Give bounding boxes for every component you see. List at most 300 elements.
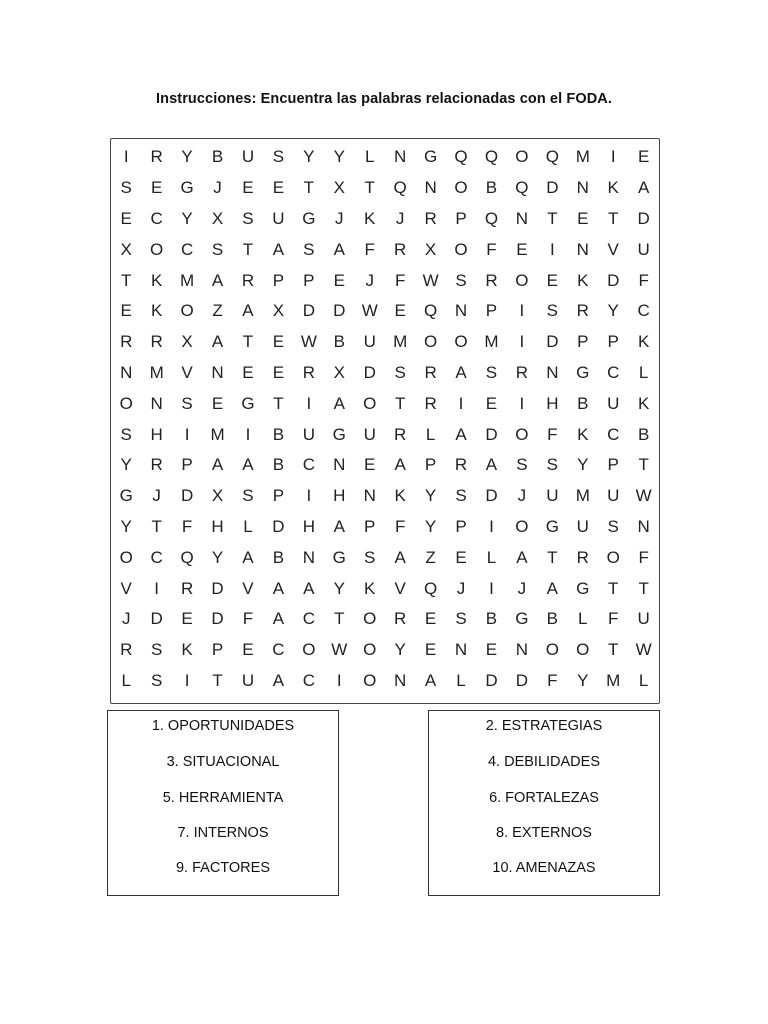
grid-letter: C [302,455,315,475]
grid-letter: J [121,609,131,629]
grid-letter: J [213,178,222,198]
grid-letter: X [333,362,345,382]
grid-letter: X [120,239,132,259]
grid-letter: E [455,547,467,567]
grid-letter: Q [423,578,438,598]
grid-letter: J [395,208,405,228]
grid-letter: C [302,670,315,690]
grid-letter: P [455,208,467,228]
grid-letter: N [211,362,224,382]
word-list-item: 5. HERRAMIENTA [162,790,284,806]
grid-letter: I [489,578,494,598]
grid-letter: R [120,332,133,352]
grid-letter: O [363,609,377,629]
grid-letter: O [576,640,590,660]
grid-letter: G [576,362,590,382]
word-list-item: 6. FORTALEZAS [489,790,599,806]
grid-letter: F [364,239,375,259]
grid-letter: R [424,362,437,382]
grid-letter: S [272,147,285,167]
grid-letter: B [637,424,650,444]
word-list-item: 10. AMENAZAS [492,860,596,876]
grid-letter: B [485,609,498,629]
grid-letter: T [638,455,649,475]
grid-letter: T [151,516,162,536]
grid-letter: A [333,516,345,536]
grid-letter: J [335,208,344,228]
grid-letter: B [333,332,345,352]
grid-letter: U [607,393,620,413]
grid-letter: X [424,239,437,259]
grid-letter: G [545,516,559,536]
grid-letter: E [424,640,437,660]
grid-letter: K [577,424,589,444]
grid-letter: P [272,270,285,290]
grid-letter: Y [333,147,345,167]
grid-letter: S [242,486,254,506]
grid-letter: H [211,516,224,536]
grid-letter: K [150,301,163,321]
grid-letter: D [607,270,620,290]
grid-letter: S [120,424,132,444]
grid-letter: L [638,670,649,690]
grid-letter: Y [607,301,619,321]
grid-letter: D [485,486,498,506]
grid-letter: K [577,270,589,290]
grid-letter: M [484,332,499,352]
grid-letter: O [363,670,377,690]
grid-letter: B [546,609,559,629]
grid-letter: A [242,301,254,321]
grid-letter: F [547,670,558,690]
grid-letter: E [150,178,163,198]
grid-letter: G [180,178,194,198]
grid-letter: A [211,332,224,352]
grid-letter: C [607,362,620,382]
grid-letter: C [180,239,194,259]
grid-letter: T [273,393,284,413]
grid-letter: Q [180,547,194,567]
grid-letter: F [242,609,254,629]
grid-letter: P [181,455,193,475]
grid-letter: U [607,486,620,506]
grid-letter: B [272,424,285,444]
grid-letter: X [272,301,285,321]
grid-letter: S [455,270,467,290]
grid-letter: A [272,578,285,598]
grid-letter: W [422,270,439,290]
grid-letter: M [180,270,195,290]
grid-letter: L [364,147,375,167]
grid-letter: O [423,332,438,352]
grid-letter: Z [212,301,223,321]
grid-letter: V [242,578,254,598]
grid-letter: G [332,547,346,567]
grid-letter: I [519,301,525,321]
grid-letter: I [610,147,616,167]
grid-letter: F [486,239,497,259]
grid-letter: T [242,332,254,352]
grid-letter: I [245,424,251,444]
grid-letter: L [243,516,253,536]
grid-letter: T [608,208,619,228]
grid-letter: Y [424,516,437,536]
grid-letter: N [454,301,468,321]
grid-letter: K [150,270,163,290]
grid-letter: S [485,362,498,382]
grid-letter: A [242,455,254,475]
grid-letter: A [333,239,345,259]
grid-letter: N [576,239,589,259]
grid-letter: N [546,362,559,382]
grid-letter: N [394,670,407,690]
grid-letter: M [575,486,590,506]
grid-letter: D [180,486,194,506]
word-list-item: 7. INTERNOS [177,825,269,841]
grid-letter: Q [484,208,499,228]
grid-letter: S [455,609,467,629]
grid-letter: P [211,640,224,660]
grid-letter: D [272,516,285,536]
grid-letter: O [545,640,559,660]
grid-letter: K [364,208,376,228]
grid-letter: I [519,332,525,352]
grid-letter: I [306,486,312,506]
grid-letter: Y [577,670,589,690]
grid-letter: K [637,393,650,413]
word-list-item: 3. SITUACIONAL [166,754,280,770]
grid-letter: I [549,239,555,259]
grid-letter: O [119,393,133,413]
grid-letter: O [515,270,529,290]
grid-letter: D [637,208,650,228]
grid-letter: R [485,270,498,290]
grid-letter: E [120,208,132,228]
grid-letter: N [394,147,407,167]
grid-letter: L [425,424,436,444]
grid-letter: C [637,301,650,321]
grid-letter: S [516,455,528,475]
grid-letter: G [302,208,316,228]
grid-letter: O [363,393,377,413]
grid-letter: E [546,270,559,290]
grid-letter: H [150,424,163,444]
grid-letter: O [180,301,194,321]
grid-letter: Q [545,147,559,167]
grid-letter: F [394,270,406,290]
grid-letter: N [515,208,529,228]
grid-letter: X [211,486,224,506]
grid-letter: S [120,178,132,198]
grid-letter: I [489,516,494,536]
grid-letter: O [150,239,164,259]
grid-letter: N [424,178,437,198]
grid-letter: P [577,332,589,352]
grid-letter: A [424,670,437,690]
grid-letter: N [363,486,376,506]
grid-letter: P [424,455,437,475]
grid-letter: T [121,270,132,290]
grid-letter: I [336,670,342,690]
grid-letter: A [455,424,467,444]
grid-letter: B [577,393,589,413]
grid-letter: W [635,640,652,660]
grid-letter: P [364,516,376,536]
grid-letter: N [637,516,650,536]
grid-letter: U [363,332,376,352]
grid-letter: M [393,332,408,352]
grid-letter: R [241,270,255,290]
grid-letter: S [394,362,406,382]
grid-letter: F [608,609,619,629]
grid-letter: A [242,547,254,567]
grid-letter: D [333,301,346,321]
grid-letter: C [607,424,620,444]
grid-letter: W [331,640,348,660]
grid-letter: Q [393,178,407,198]
grid-letter: D [150,609,163,629]
grid-letter: N [302,547,315,567]
grid-letter: T [364,178,375,198]
grid-letter: O [606,547,620,567]
grid-letter: Z [425,547,436,567]
grid-letter: K [637,332,650,352]
grid-letter: G [241,393,255,413]
word-list-right [428,710,660,896]
grid-letter: W [300,332,317,352]
grid-letter: O [119,547,133,567]
grid-letter: Y [394,640,406,660]
grid-letter: Y [181,147,193,167]
grid-letter: T [303,178,315,198]
grid-letter: Y [303,147,315,167]
grid-letter: K [181,640,193,660]
grid-letter: R [576,547,589,567]
grid-letter: O [515,424,529,444]
grid-letter: N [120,362,133,382]
grid-letter: L [578,609,588,629]
grid-letter: A [637,178,650,198]
grid-letter: U [302,424,315,444]
grid-letter: A [272,670,285,690]
word-search-grid [111,142,659,696]
grid-letter: T [547,208,558,228]
grid-letter: H [302,516,315,536]
grid-letter: Y [181,208,193,228]
grid-letter: F [638,270,649,290]
grid-letter: R [576,301,589,321]
grid-letter: X [333,178,345,198]
grid-letter: B [272,455,285,475]
word-list-left [107,710,339,896]
word-list-item: 2. ESTRATEGIAS [485,718,603,734]
grid-letter: I [306,393,312,413]
grid-letter: R [302,362,315,382]
grid-letter: S [546,455,559,475]
grid-letter: H [333,486,346,506]
grid-letter: U [272,208,285,228]
grid-letter: N [515,640,529,660]
grid-letter: E [333,270,345,290]
grid-letter: Q [454,147,468,167]
grid-letter: K [394,486,406,506]
grid-letter: S [150,640,163,660]
grid-letter: U [241,147,255,167]
grid-letter: J [456,578,466,598]
grid-letter: A [303,578,315,598]
grid-letter: L [486,547,497,567]
grid-letter: A [211,270,224,290]
grid-letter: V [394,578,406,598]
grid-letter: L [456,670,466,690]
grid-letter: Y [211,547,224,567]
grid-letter: O [515,147,529,167]
grid-letter: T [608,578,619,598]
grid-letter: G [119,486,133,506]
grid-letter: K [364,578,376,598]
grid-letter: R [424,393,437,413]
grid-letter: S [607,516,619,536]
grid-letter: A [485,455,498,475]
grid-letter: M [210,424,225,444]
grid-letter: A [272,609,285,629]
grid-letter: U [241,670,255,690]
grid-letter: E [120,301,132,321]
grid-letter: B [485,178,498,198]
word-list-item: 4. DEBILIDADES [487,754,600,770]
grid-letter: A [394,547,406,567]
grid-letter: C [150,208,163,228]
grid-letter: J [517,578,527,598]
grid-letter: S [211,239,224,259]
grid-letter: A [546,578,559,598]
grid-letter: O [302,640,316,660]
grid-letter: I [184,424,190,444]
grid-letter: S [303,239,315,259]
grid-letter: O [454,239,468,259]
grid-letter: A [333,393,345,413]
grid-letter: T [212,670,223,690]
grid-letter: U [363,424,376,444]
grid-letter: R [180,578,194,598]
grid-letter: U [576,516,589,536]
grid-letter: I [123,147,129,167]
grid-letter: C [150,547,163,567]
grid-letter: R [424,208,437,228]
grid-letter: F [638,547,649,567]
grid-letter: L [121,670,131,690]
grid-letter: D [211,578,224,598]
grid-letter: A [516,547,528,567]
grid-letter: R [394,609,407,629]
grid-letter: I [184,670,190,690]
grid-letter: Y [333,578,345,598]
grid-letter: E [272,178,285,198]
grid-letter: T [608,640,619,660]
grid-letter: E [364,455,376,475]
grid-letter: O [515,516,529,536]
grid-letter: R [120,640,133,660]
grid-letter: Y [577,455,589,475]
grid-letter: E [394,301,406,321]
grid-letter: D [485,670,498,690]
grid-letter: N [576,178,589,198]
grid-letter: A [455,362,467,382]
grid-letter: R [150,332,163,352]
grid-letter: T [242,239,254,259]
grid-letter: R [515,362,529,382]
grid-letter: R [150,147,163,167]
grid-letter: I [458,393,464,413]
grid-letter: P [272,486,285,506]
grid-letter: E [211,393,224,413]
grid-letter: T [547,547,558,567]
grid-letter: D [363,362,376,382]
grid-letter: E [516,239,528,259]
grid-letter: B [272,547,285,567]
grid-letter: G [515,609,529,629]
grid-letter: R [150,455,163,475]
grid-letter: D [302,301,315,321]
grid-letter: S [181,393,193,413]
grid-letter: E [485,393,498,413]
grid-letter: S [455,486,467,506]
grid-letter: X [211,208,224,228]
grid-letter: E [637,147,650,167]
grid-letter: U [637,609,650,629]
grid-letter: T [638,578,649,598]
grid-letter: P [607,455,619,475]
grid-letter: C [272,640,285,660]
grid-letter: G [332,424,346,444]
grid-letter: T [334,609,345,629]
grid-letter: P [607,332,619,352]
grid-letter: E [242,362,254,382]
grid-letter: K [607,178,619,198]
grid-letter: E [272,332,285,352]
word-list-item: 9. FACTORES [175,860,270,876]
grid-letter: I [519,393,525,413]
grid-letter: F [181,516,193,536]
grid-letter: M [575,147,590,167]
grid-letter: O [363,640,377,660]
page-title: Instrucciones: Encuentra las palabras relacionadas con el FODA. [156,91,612,107]
grid-letter: V [120,578,132,598]
grid-letter: S [546,301,559,321]
word-list-item: 1. OPORTUNIDADES [151,718,295,734]
grid-letter: O [454,332,468,352]
grid-letter: M [149,362,164,382]
grid-letter: R [454,455,468,475]
grid-letter: A [394,455,406,475]
grid-letter: A [211,455,224,475]
grid-letter: M [606,670,621,690]
grid-letter: E [272,362,285,382]
grid-letter: P [455,516,467,536]
grid-letter: T [394,393,406,413]
grid-letter: X [181,332,193,352]
grid-letter: N [454,640,468,660]
grid-letter: Q [515,178,529,198]
grid-letter: E [181,609,193,629]
grid-letter: E [242,178,254,198]
grid-letter: S [242,208,254,228]
grid-letter: S [150,670,163,690]
grid-letter: Y [120,516,132,536]
grid-letter: N [333,455,346,475]
grid-letter: A [272,239,285,259]
grid-letter: S [364,547,376,567]
